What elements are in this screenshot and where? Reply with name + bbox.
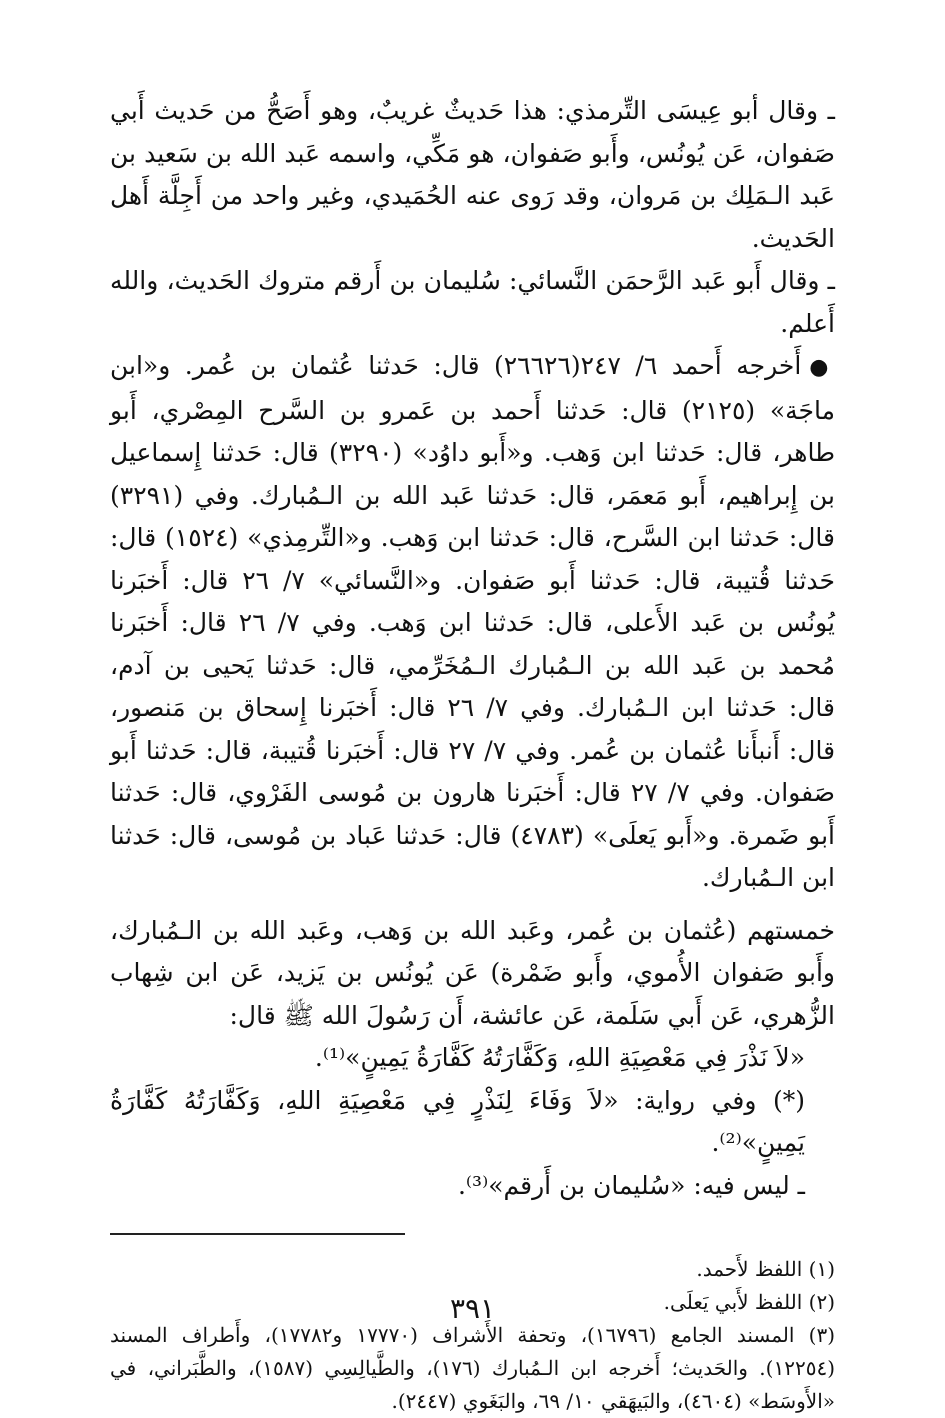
footnote-2: (٢) اللفظ لأَبي يَعلَى. xyxy=(663,1290,835,1314)
footnote-divider xyxy=(110,1233,405,1235)
hadith-variant: (*) وفي رواية: «لاَ وَفَاءَ لِنَذْرٍ فِي مَعْصِيَةِ اللهِ، وَكَفَّارَتُهُ كَفَّارَةُ يَمِينٍ»⁽²⁾. xyxy=(110,1085,805,1157)
takhrij-text: أَخرجه أَحمد ٦/ ٢٤٧(٢٦٦٢٦) قال: حَدثنا عُثمان بن عُمر. و«ابن ماجَة» (٢١٢٥) قال: حَدثنا أَحمد بن عَمرو بن السَّرح المِصْري، أَبو طاهر، قال: حَدثنا ابن وَهب. و«أَبو داوُد» (٣٢٩٠) قال: حَدثنا إِسماعيل بن إِبراهيم، أَبو مَعمَر، قال: حَدثنا عَبد الله بن الـمُبارك. وفي (٣٢٩١) قال: حَدثنا ابن السَّرح، قال: حَدثنا ابن وَهب. و«التِّرمِذي» (١٥٢٤) قال: حَدثنا قُتيبة، قال: حَدثنا أَبو صَفوان. و«النَّسائي» ٧/ ٢٦ قال: أَخبَرنا يُونُس بن عَبد الأَعلى، قال: حَدثنا ابن وَهب. وفي ٧/ ٢٦ قال: أَخبَرنا مُحمد بن عَبد الله بن الـمُبارك الـمُخَرِّمي، قال: حَدثنا يَحيى بن آدم، قال: حَدثنا ابن الـمُبارك. وفي ٧/ ٢٦ قال: أَخبَرنا إِسحاق بن مَنصور، قال: أَنبأَنا عُثمان بن عُمر. وفي ٧/ ٢٧ قال: أَخبَرنا قُتيبة، قال: حَدثنا أَبو صَفوان. وفي ٧/ ٢٧ قال: أَخبَرنا هارون بن مُوسى الفَرْوي، قال: حَدثنا أَبو ضَمرة. و«أَبو يَعلَى» (٤٧٨٣) قال: حَدثنا عَباد بن مُوسى، قال: حَدثنا ابن الـمُبارك. xyxy=(110,351,836,892)
page-number: ٣٩١ xyxy=(449,1292,496,1325)
main-text xyxy=(110,90,835,1207)
footnote-3: (٣) المسند الجامع (١٦٧٩٦)، وتحفة الأَشراف (١٧٧٧٠ و١٧٧٨٢)، وأَطراف المسند (١٢٢٥٤). والحَديث؛ أَخرجه ابن الـمُبارك (١٧٦)، والطَّيالِسِي (١٥٨٧)، والطَّبَراني، في «الأَوسَط» (٤٦٠٤)، والبَيهَقي ١٠/ ٦٩، والبَغَوي (٢٤٤٧). xyxy=(110,1323,836,1413)
bullet-icon: ● xyxy=(809,355,836,380)
takhrij-paragraph xyxy=(110,345,835,900)
isnad-paragraph: خمستهم (عُثمان بن عُمر، وعَبد الله بن وَهب، وعَبد الله بن الـمُبارك، وأَبو صَفوان الأُموي، وأَبو ضَمْرة) عَن يُونُس بن يَزيد، عَن ابن شِهاب الزُّهري، عَن أَبي سَلَمة، عَن عائشة، أَن رَسُولَ الله ﷺ قال: xyxy=(110,915,835,1030)
footnote-1: (١) اللفظ لأَحمد. xyxy=(696,1257,835,1281)
hadith-text: «لاَ نَذْرَ فِي مَعْصِيَةِ اللهِ، وَكَفَّارَتُهُ كَفَّارَةُ يَمِينٍ»⁽¹⁾. xyxy=(314,1043,805,1072)
hadith-note: ـ ليس فيه: «سُليمان بن أَرقم»⁽³⁾. xyxy=(457,1170,805,1200)
footnotes xyxy=(110,1253,835,1418)
tirmidhi-comment: ـ وقال أبو عِيسَى التِّرمذي: هذا حَديثٌ غريبٌ، وهو أَصَحُّ من حَديث أَبي صَفوان، عَن يُونُس، وأَبو صَفوان، هو مَكِّي، واسمه عَبد الله بن سَعيد بن عَبد الـمَلِك بن مَروان، وقد رَوى عنه الحُمَيدي، وغير واحد من أَجِلَّة أَهل الحَديث. xyxy=(110,96,835,253)
nasai-comment: ـ وقال أَبو عَبد الرَّحمَن النَّسائي: سُليمان بن أَرقم متروك الحَديث، والله أَعلم. xyxy=(110,266,835,338)
